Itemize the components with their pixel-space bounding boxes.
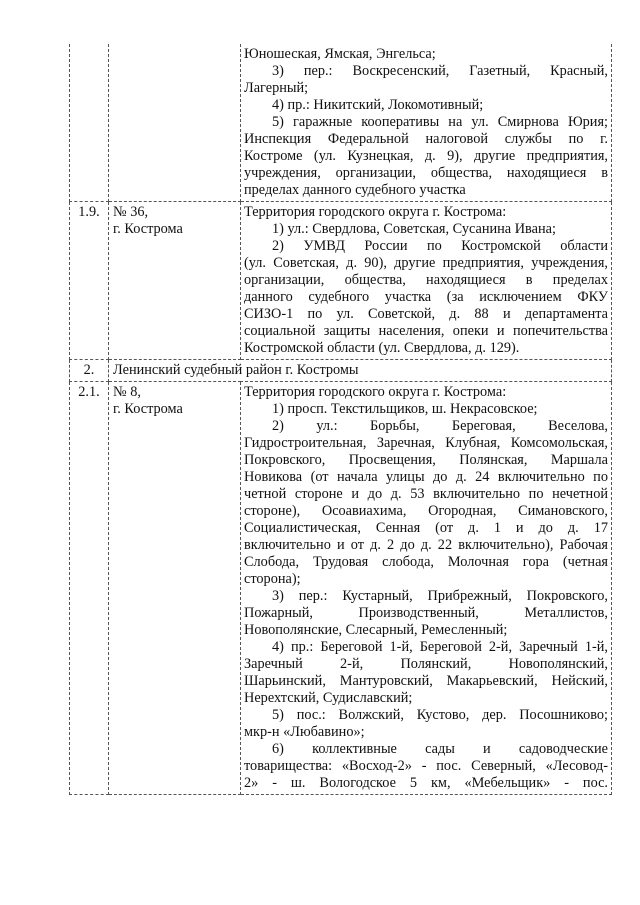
court-districts-table <box>69 44 612 795</box>
territory-text-line: Лагерный; <box>244 80 309 96</box>
territory-text-line: Новикова (от начала улицы до д. 24 включительно по <box>244 469 608 485</box>
court-cell <box>109 382 241 795</box>
court-city: г. Кострома <box>113 221 183 237</box>
territory-text-line: 2» - ш. Вологодское 5 км, «Мебельщик» - пос. <box>244 775 608 791</box>
territory-text-line: 6) коллективные сады и садоводческие <box>272 741 608 757</box>
territory-text-line: Инспекция Федеральной налоговой службы по г. <box>244 131 608 147</box>
territory-text-line: товарищества: «Восход-2» - пос. Северный, «Лесовод- <box>244 758 608 774</box>
court-city: г. Кострома <box>113 401 183 417</box>
territory-text-line: 2) УМВД России по Костромской области <box>272 238 608 254</box>
territory-text-line: 2) ул.: Борьбы, Береговая, Веселова, <box>272 418 608 434</box>
territory-text-line: Территория городского округа г. Кострома: <box>244 204 507 220</box>
territory-text-line: (ул. Советская, д. 90), другие предприятия, учреждения, <box>244 255 608 271</box>
territory-text-line: 1) ул.: Свердлова, Советская, Сусанина Ивана; <box>272 221 556 237</box>
territory-text-line: Социалистическая, Сенная (от д. 1 и до д. 17 <box>244 520 608 536</box>
table-row-2-1 <box>70 382 612 795</box>
territory-text-line: мкр-н «Любавино»; <box>244 724 365 740</box>
court-cell <box>109 44 241 202</box>
territory-text-line: 4) пр.: Береговой 1-й, Береговой 2-й, Заречный 1-й, <box>272 639 608 655</box>
territory-cell <box>241 44 612 202</box>
territory-text-line: СИЗО-1 по ул. Советской, д. 88 и департамента <box>244 306 608 322</box>
territory-text-line: Новополянские, Слесарный, Ремесленный; <box>244 622 508 638</box>
territory-text-line: социальной защиты населения, опеки и попечительства <box>244 323 608 339</box>
territory-text-line: 3) пер.: Кустарный, Прибрежный, Покровского, <box>272 588 608 604</box>
territory-cell <box>241 202 612 360</box>
territory-text-line: четной стороне и до д. 53 включительно по нечетной <box>244 486 608 502</box>
territory-text-line: организации, общества, находящиеся в пределах <box>244 272 608 288</box>
row-number-cell <box>70 44 109 202</box>
territory-text-line: сторона); <box>244 571 301 587</box>
court-cell <box>109 202 241 360</box>
territory-text-line: 1) просп. Текстильщиков, ш. Некрасовское; <box>272 401 538 417</box>
territory-text-line: Слобода, Трудовая слобода, Молочная гора (четная <box>244 554 608 570</box>
territory-text-line: Территория городского округа г. Кострома: <box>244 384 507 400</box>
territory-text-line: 3) пер.: Воскресенский, Газетный, Красный, <box>272 63 608 79</box>
table-row-1-9 <box>70 202 612 360</box>
territory-text-line: учреждения, организации, общества, находящиеся в <box>244 165 608 181</box>
section-title: Ленинский судебный район г. Костромы <box>109 360 612 382</box>
territory-text-line: стороне), Осоавиахима, Огородная, Симановского, <box>244 503 608 519</box>
territory-text-line: пределах данного судебного участка <box>244 182 466 198</box>
territory-text-line: Нерехтский, Судиславский; <box>244 690 413 706</box>
territory-text-line: Юношеская, Ямская, Энгельса; <box>244 46 436 62</box>
court-number: № 8, <box>113 384 141 400</box>
row-number-cell: 1.9. <box>70 202 109 360</box>
territory-text-line: 4) пр.: Никитский, Локомотивный; <box>272 97 484 113</box>
court-number: № 36, <box>113 204 149 220</box>
territory-text-line: 5) пос.: Волжский, Кустово, дер. Посошниково; <box>272 707 608 723</box>
territory-text-line: Костромской области (ул. Свердлова, д. 129). <box>244 340 520 356</box>
territory-text-line: включительно и от д. 2 до д. 22 включительно), Рабочая <box>244 537 608 553</box>
territory-text-line: Покровского, Просвещения, Полянская, Маршала <box>244 452 608 468</box>
territory-text-line: Пожарный, Производственный, Металлистов, <box>244 605 608 621</box>
territory-text-line: Гидростроительная, Заречная, Клубная, Комсомольская, <box>244 435 608 451</box>
territory-text-line: 5) гаражные кооперативы на ул. Смирнова Юрия; <box>272 114 608 130</box>
territory-cell <box>241 382 612 795</box>
section-row <box>70 360 612 382</box>
table-row-continuation <box>70 44 612 202</box>
territory-text-line: Заречный 2-й, Полянский, Новополянский, <box>244 656 608 672</box>
section-number: 2. <box>70 360 109 382</box>
territory-text-line: Костроме (ул. Кузнецкая, д. 9), другие предприятия, <box>244 148 608 164</box>
row-number-cell: 2.1. <box>70 382 109 795</box>
territory-text-line: данного судебного участка (за исключением ФКУ <box>244 289 608 305</box>
territory-text-line: Шарьинский, Мантуровский, Макарьевский, Нейский, <box>244 673 608 689</box>
